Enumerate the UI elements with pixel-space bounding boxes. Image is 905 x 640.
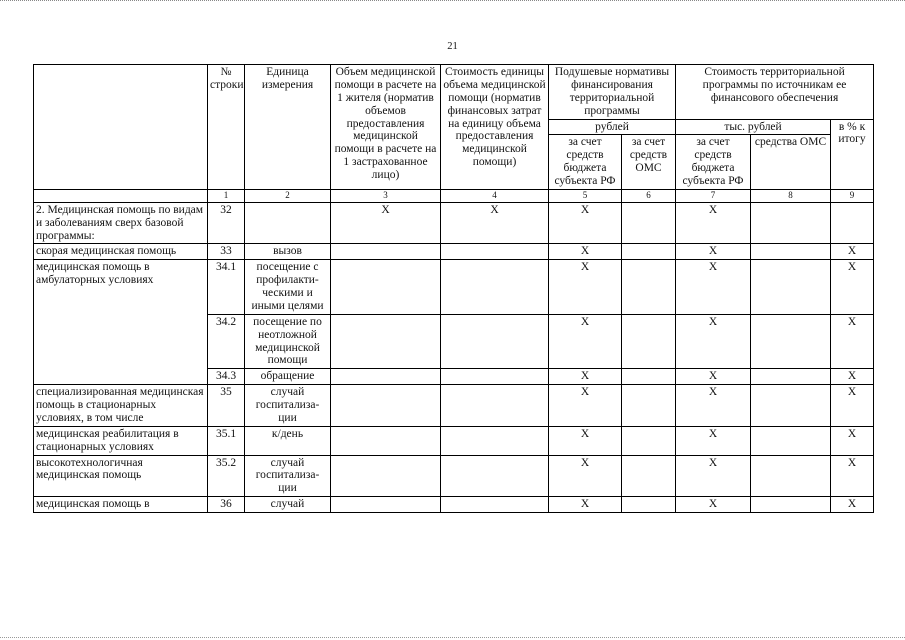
row-number: 34.2 (208, 314, 245, 369)
row-number: 35.2 (208, 455, 245, 497)
row-unit: посещение по неотложной медицинской помощи (245, 314, 331, 369)
cell-budget-thousands: Х (676, 314, 751, 369)
cell-budget-thousands: Х (676, 202, 751, 244)
cell-oms-thousands (751, 202, 831, 244)
cell-percent: Х (831, 244, 874, 260)
col-index-blank (34, 189, 208, 202)
row-number: 34.1 (208, 260, 245, 315)
cell-budget-thousands: Х (676, 497, 751, 513)
table-row (34, 426, 874, 455)
col-index: 8 (751, 189, 831, 202)
cell-budget-rubles: Х (549, 385, 622, 427)
cell-percent: Х (831, 385, 874, 427)
cell-percent: Х (831, 497, 874, 513)
row-unit (245, 202, 331, 244)
cell-oms-thousands (751, 455, 831, 497)
header-rubles: рублей (549, 119, 676, 135)
scan-bottom-edge (0, 634, 905, 638)
row-name: медицинская реабилитация в стационарных условиях (34, 426, 208, 455)
table-row (34, 260, 874, 315)
row-unit: к/день (245, 426, 331, 455)
column-index-row (34, 189, 874, 202)
cell-cost (441, 455, 549, 497)
row-name: медицинская помощь в амбулаторных условиях (34, 260, 208, 385)
row-unit: случай (245, 497, 331, 513)
cell-volume (331, 244, 441, 260)
col-index: 9 (831, 189, 874, 202)
header-program-cost: Стоимость территориальной программы по источникам ее финансового обеспечения (676, 65, 874, 120)
cell-oms-thousands (751, 426, 831, 455)
cell-cost (441, 260, 549, 315)
row-unit: вызов (245, 244, 331, 260)
cell-budget-rubles: Х (549, 455, 622, 497)
scan-top-edge (0, 0, 905, 4)
cell-budget-rubles: Х (549, 244, 622, 260)
page-number: 21 (447, 41, 458, 52)
row-unit: обращение (245, 369, 331, 385)
cell-oms-thousands (751, 314, 831, 369)
financing-table (33, 64, 874, 513)
cell-percent: Х (831, 455, 874, 497)
col-index: 2 (245, 189, 331, 202)
cell-cost (441, 314, 549, 369)
row-number: 33 (208, 244, 245, 260)
cell-cost (441, 385, 549, 427)
cell-oms-rubles (622, 369, 676, 385)
cell-volume (331, 369, 441, 385)
col-index: 4 (441, 189, 549, 202)
cell-cost: Х (441, 202, 549, 244)
row-number: 35.1 (208, 426, 245, 455)
header-budget-rf: за счет средств бюджета субъекта РФ (549, 135, 622, 190)
header-row-no: № строки (208, 65, 245, 190)
row-unit: случай госпитализа-ции (245, 385, 331, 427)
header-budget-rf-thousands: за счет средств бюджета субъекта РФ (676, 135, 751, 190)
header-thousand-rubles: тыс. рублей (676, 119, 831, 135)
cell-oms-rubles (622, 260, 676, 315)
cell-budget-rubles: Х (549, 497, 622, 513)
cell-volume: Х (331, 202, 441, 244)
cell-volume (331, 260, 441, 315)
cell-oms-thousands (751, 244, 831, 260)
cell-oms-thousands (751, 260, 831, 315)
cell-budget-thousands: Х (676, 244, 751, 260)
row-unit: случай госпитализа-ции (245, 455, 331, 497)
cell-budget-rubles: Х (549, 314, 622, 369)
col-index: 5 (549, 189, 622, 202)
cell-volume (331, 455, 441, 497)
cell-oms-thousands (751, 369, 831, 385)
cell-cost (441, 244, 549, 260)
cell-budget-thousands: Х (676, 455, 751, 497)
row-name: специализированная медицинская помощь в стационарных условиях, в том числе (34, 385, 208, 427)
cell-oms-rubles (622, 497, 676, 513)
cell-cost (441, 426, 549, 455)
header-blank (34, 65, 208, 190)
cell-oms-thousands (751, 385, 831, 427)
cell-budget-thousands: Х (676, 260, 751, 315)
cell-oms-thousands (751, 497, 831, 513)
col-index: 7 (676, 189, 751, 202)
header-row-1 (34, 65, 874, 120)
row-name: скорая медицинская помощь (34, 244, 208, 260)
table-row (34, 385, 874, 427)
cell-budget-rubles: Х (549, 369, 622, 385)
cell-oms-rubles (622, 314, 676, 369)
cell-budget-thousands: Х (676, 426, 751, 455)
header-volume: Объем медицинской помощи в расчете на 1 жителя (норматив объемов предоставления медицинской помощи в расчете на 1 застрахованное лицо) (331, 65, 441, 190)
cell-percent: Х (831, 369, 874, 385)
cell-volume (331, 497, 441, 513)
header-percent-total: в % к итогу (831, 119, 874, 189)
cell-volume (331, 314, 441, 369)
header-cost: Стоимость единицы объема медицинской помощи (норматив финансовых затрат на единицу объема предоставления медицинской помощи) (441, 65, 549, 190)
table-row (34, 497, 874, 513)
col-index: 3 (331, 189, 441, 202)
cell-oms-rubles (622, 455, 676, 497)
cell-oms-rubles (622, 426, 676, 455)
cell-volume (331, 426, 441, 455)
cell-cost (441, 369, 549, 385)
table-row (34, 244, 874, 260)
table-row (34, 202, 874, 244)
cell-budget-rubles: Х (549, 202, 622, 244)
header-unit: Единица измерения (245, 65, 331, 190)
header-oms: за счет средств ОМС (622, 135, 676, 190)
row-name: медицинская помощь в (34, 497, 208, 513)
cell-budget-rubles: Х (549, 260, 622, 315)
row-number: 35 (208, 385, 245, 427)
cell-cost (441, 497, 549, 513)
cell-budget-rubles: Х (549, 426, 622, 455)
cell-percent: Х (831, 314, 874, 369)
col-index: 6 (622, 189, 676, 202)
cell-percent: Х (831, 260, 874, 315)
header-oms-funds: средства ОМС (751, 135, 831, 190)
row-unit: посещение с профилакти-ческими и иными целями (245, 260, 331, 315)
row-name: 2. Медицинская помощь по видам и заболеваниям сверх базовой программы: (34, 202, 208, 244)
row-name: высокотехнологичная медицинская помощь (34, 455, 208, 497)
cell-percent: Х (831, 426, 874, 455)
cell-budget-thousands: Х (676, 385, 751, 427)
cell-oms-rubles (622, 244, 676, 260)
header-per-capita: Подушевые нормативы финансирования территориальной программы (549, 65, 676, 120)
cell-oms-rubles (622, 202, 676, 244)
row-number: 34.3 (208, 369, 245, 385)
row-number: 32 (208, 202, 245, 244)
cell-volume (331, 385, 441, 427)
col-index: 1 (208, 189, 245, 202)
table-row (34, 455, 874, 497)
cell-percent (831, 202, 874, 244)
cell-oms-rubles (622, 385, 676, 427)
row-number: 36 (208, 497, 245, 513)
cell-budget-thousands: Х (676, 369, 751, 385)
